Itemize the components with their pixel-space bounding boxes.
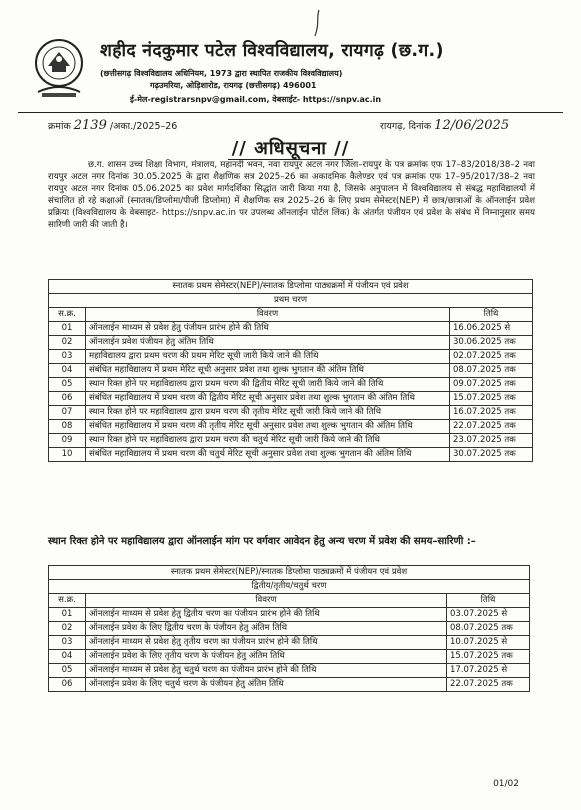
place-date-label: रायगढ़, दिनांक — [380, 121, 432, 132]
address-line: गढ़उमरिया, ओड़िशारोड, रायगढ़ (छत्तीसगढ़) 496001 — [150, 81, 317, 90]
row-description: ऑनलाईन माध्यम से प्रवेश हेतु पंजीयन प्रारंभ होने की तिथि — [86, 322, 450, 336]
intro-paragraph: छ.ग. शासन उच्च शिक्षा विभाग, मंत्रालय, महानदी भवन, नवा रायपुर अटल नगर जिला–रायपुर के पत्र क्रमांक एफ 17–83/2018/38–2 नवा रायपुर अटल नगर दिनांक 30.05.2025 के द्वारा शैक्षणिक सत्र 2025–26 का अकादमिक कैलेण्डर एवं पत्र क्रमांक एफ 17–95/2017/38–2 नवा रायपुर अटल नगर दिनांक 05.06.2025 का प्रवेश मार्गदर्शिका सिद्धांत जारी किया गया है, जिसके अनुपालन में विश्वविद्यालय से संबद्ध महाविद्यालयों में संचालित हो रहे कक्षाओं (स्नातक/डिप्लोमा/पीजी डिप्लोमा) में शैक्षणिक सत्र 2025–26 के लिए प्रथम सेमेस्टर(NEP) में छात्र/छात्राओं के ऑनलाईन प्रवेश प्रक्रिया (विश्वविद्यालय के वेबसाइट- https://snpv.ac.in पर उपलब्ध ऑनलाईन पोर्टल लिंक) के अंतर्गत पंजीयन एवं प्रवेश के संबंध में निम्नानुसार समय सारिणी जारी की जाती है। — [48, 160, 535, 230]
row-date: 08.07.2025 तक — [447, 622, 530, 636]
col-header-date: तिथि — [447, 594, 530, 608]
row-description: संबंधित महाविद्यालय में प्रथम चरण की चतुर्थ मेरिट सूची अनुसार प्रवेश तथा शुल्क भुगतान की अंतिम तिथि — [86, 448, 450, 462]
row-date: 17.07.2025 से — [447, 664, 530, 678]
row-number: 04 — [49, 364, 86, 378]
row-description: संबंधित महाविद्यालय में प्रथम चरण की द्वितीय मेरिट सूची अनुसार प्रवेश तथा शुल्क भुगतान की अंतिम तिथि — [86, 392, 450, 406]
col-header-description: विवरण — [86, 594, 447, 608]
table-row — [49, 678, 530, 692]
row-number: 05 — [49, 378, 86, 392]
reference-prefix: क्रमांक — [48, 121, 71, 132]
row-number: 02 — [49, 622, 86, 636]
row-number: 02 — [49, 336, 86, 350]
header-divider — [18, 112, 563, 113]
row-description: स्थान रिक्त होने पर महाविद्यालय द्वारा प्रथम चरण की द्वितीय मेरिट सूची जारी किये जाने की तिथि — [86, 378, 450, 392]
row-number: 06 — [49, 678, 86, 692]
row-description: संबंधित महाविद्यालय में प्रथम चरण की तृतीय मेरिट सूची अनुसार प्रवेश तथा शुल्क भुगतान की अंतिम तिथि — [86, 420, 450, 434]
reference-number-handwritten: 2139 — [73, 118, 107, 133]
row-description: ऑनलाईन प्रवेश के लिए चतुर्थ चरण के पंजीयन हेतु अंतिम तिथि — [86, 678, 447, 692]
contact-line: ई-मेल-registrarsnpv@gmail.com, वेबसाईट- https://snpv.ac.in — [130, 95, 382, 104]
table-caption: स्नातक प्रथम सेमेस्टर(NEP)/स्नातक डिप्लोमा पाठ्यक्रमों में पंजीयन एवं प्रवेश — [49, 566, 530, 580]
table-row — [49, 448, 533, 462]
reference-suffix: /अका./2025–26 — [109, 121, 178, 132]
row-number: 07 — [49, 406, 86, 420]
col-header-sno: स.क्र. — [49, 308, 86, 322]
row-number: 01 — [49, 608, 86, 622]
row-date: 22.07.2025 तक — [450, 420, 533, 434]
table-row — [49, 650, 530, 664]
university-name: शहीद नंदकुमार पटेल विश्वविद्यालय, रायगढ़ (छ.ग.) — [100, 41, 444, 61]
row-number: 08 — [49, 420, 86, 434]
other-phases-table — [48, 565, 530, 692]
row-date: 10.07.2025 से — [447, 636, 530, 650]
place-date — [380, 118, 509, 133]
col-header-sno: स.क्र. — [49, 594, 86, 608]
university-seal-icon — [34, 38, 84, 100]
first-phase-table — [48, 279, 533, 462]
establishment-act-line: (छत्तीसगढ़ विश्वविद्यालय अधिनियम, 1973 द्वारा स्थापित राजकीय विश्वविद्यालय) — [100, 69, 343, 78]
reference-number — [48, 118, 177, 133]
table-row — [49, 392, 533, 406]
table-row — [49, 636, 530, 650]
row-description: ऑनलाईन प्रवेश के लिए तृतीय चरण के पंजीयन हेतु अंतिम तिथि — [86, 650, 447, 664]
row-date: 15.07.2025 तक — [450, 392, 533, 406]
row-date: 15.07.2025 तक — [447, 650, 530, 664]
table-caption-row — [49, 566, 530, 580]
table-phase-row — [49, 294, 533, 308]
table-row — [49, 622, 530, 636]
row-number: 09 — [49, 434, 86, 448]
table-row — [49, 420, 533, 434]
notice-title-text: // अधिसूचना // — [228, 138, 354, 160]
ink-mark-icon — [310, 8, 324, 38]
table-phase: प्रथम चरण — [49, 294, 533, 308]
row-number: 03 — [49, 350, 86, 364]
table-header-row — [49, 308, 533, 322]
row-description: ऑनलाईन माध्यम से प्रवेश हेतु द्वितीय चरण का पंजीयन प्रारंभ होने की तिथि — [86, 608, 447, 622]
table-row — [49, 664, 530, 678]
table-row — [49, 350, 533, 364]
row-date: 09.07.2025 तक — [450, 378, 533, 392]
row-date: 16.06.2025 से — [450, 322, 533, 336]
row-number: 01 — [49, 322, 86, 336]
row-description: ऑनलाईन प्रवेश पंजीयन हेतु अंतिम तिथि — [86, 336, 450, 350]
table-header-row — [49, 594, 530, 608]
col-header-description: विवरण — [86, 308, 450, 322]
row-description: ऑनलाईन माध्यम से प्रवेश हेतु चतुर्थ चरण का पंजीयन प्रारंभ होने की तिथि — [86, 664, 447, 678]
table-row — [49, 434, 533, 448]
row-date: 03.07.2025 से — [447, 608, 530, 622]
table-caption-row — [49, 280, 533, 294]
row-description: महाविद्यालय द्वारा प्रथम चरण की प्रथम मेरिट सूची जारी किये जाने की तिथि — [86, 350, 450, 364]
row-description: स्थान रिक्त होने पर महाविद्यालय द्वारा प्रथम चरण की तृतीय मेरिट सूची जारी किये जाने की तिथि — [86, 406, 450, 420]
row-date: 22.07.2025 तक — [447, 678, 530, 692]
row-date: 30.06.2025 तक — [450, 336, 533, 350]
row-description: संबंधित महाविद्यालय में प्रथम मेरिट सूची अनुसार प्रवेश तथा शुल्क भुगतान की अंतिम तिथि — [86, 364, 450, 378]
row-number: 04 — [49, 650, 86, 664]
notice-title — [0, 136, 581, 160]
row-date: 23.07.2025 तक — [450, 434, 533, 448]
table-phase: द्वितीय/तृतीय/चतुर्थ चरण — [49, 580, 530, 594]
row-description: ऑनलाईन माध्यम से प्रवेश हेतु तृतीय चरण का पंजीयन प्रारंभ होने की तिथि — [86, 636, 447, 650]
table-caption: स्नातक प्रथम सेमेस्टर(NEP)/स्नातक डिप्लोमा पाठ्यक्रमों में पंजीयन एवं प्रवेश — [49, 280, 533, 294]
row-date: 02.07.2025 तक — [450, 350, 533, 364]
other-phases-heading: स्थान रिक्त होने पर महाविद्यालय द्वारा ऑनलाईन मांग पर वर्गवार आवेदन हेतु अन्य चरण में प्रवेश की समय–सारिणी :– — [48, 536, 476, 547]
table-row — [49, 608, 530, 622]
table-row — [49, 406, 533, 420]
row-number: 05 — [49, 664, 86, 678]
table-row — [49, 336, 533, 350]
row-date: 16.07.2025 तक — [450, 406, 533, 420]
page-number: 01/02 — [493, 779, 519, 789]
table-row — [49, 378, 533, 392]
col-header-date: तिथि — [450, 308, 533, 322]
table-row — [49, 322, 533, 336]
row-date: 08.07.2025 तक — [450, 364, 533, 378]
table-row — [49, 364, 533, 378]
date-handwritten: 12/06/2025 — [434, 118, 510, 133]
row-description: स्थान रिक्त होने पर महाविद्यालय द्वारा प्रथम चरण की चतुर्थ मेरिट सूची जारी किये जाने की तिथि — [86, 434, 450, 448]
row-date: 30.07.2025 तक — [450, 448, 533, 462]
row-number: 03 — [49, 636, 86, 650]
row-number: 06 — [49, 392, 86, 406]
table-phase-row — [49, 580, 530, 594]
row-description: ऑनलाईन प्रवेश के लिए द्वितीय चरण के पंजीयन हेतु अंतिम तिथि — [86, 622, 447, 636]
row-number: 10 — [49, 448, 86, 462]
